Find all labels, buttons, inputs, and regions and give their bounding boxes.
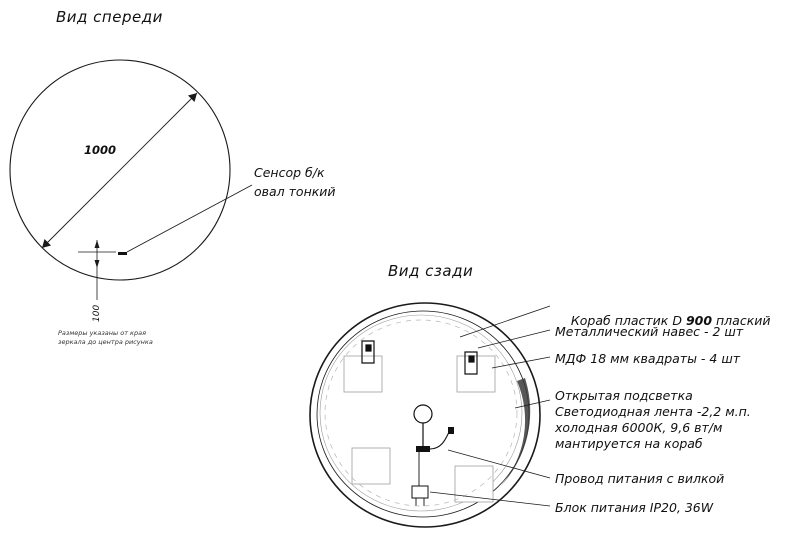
front-note-line2: зеркала до центра рисунка <box>58 338 153 346</box>
callout-blok: Блок питания IP20, 36W <box>555 500 714 515</box>
callout-korob-text-after: плаский <box>712 312 771 328</box>
callout-podsvetka-line3: холодная 6000К, 9,6 вт/м <box>555 420 723 435</box>
front-view-title: Вид спереди <box>56 8 163 26</box>
back-view-title: Вид сзади <box>388 262 474 280</box>
sensor-mark <box>118 252 127 255</box>
callout-provod: Провод питания с вилкой <box>555 471 725 486</box>
front-note-line1: Размеры указаны от края <box>58 329 147 337</box>
sensor-callout-line2: овал тонкий <box>254 184 336 199</box>
callout-korob-diameter: 900 <box>685 312 713 328</box>
callout-podsvetka-line2: Светодиодная лента -2,2 м.п. <box>555 404 751 419</box>
callout-naves: Металлический навес - 2 шт <box>555 324 744 339</box>
callout-korob-text-before: Кораб пластик D <box>570 312 686 328</box>
sensor-callout-line1: Сенсор б/к <box>254 165 325 180</box>
callout-mdf: МДФ 18 мм квадраты - 4 шт <box>555 351 741 366</box>
callout-podsvetka-line4: мантируется на кораб <box>555 436 703 451</box>
callout-podsvetka-line1: Открытая подсветка <box>555 388 693 403</box>
front-offset-label: 100 <box>92 304 102 322</box>
front-diameter-label: 1000 <box>84 143 117 157</box>
